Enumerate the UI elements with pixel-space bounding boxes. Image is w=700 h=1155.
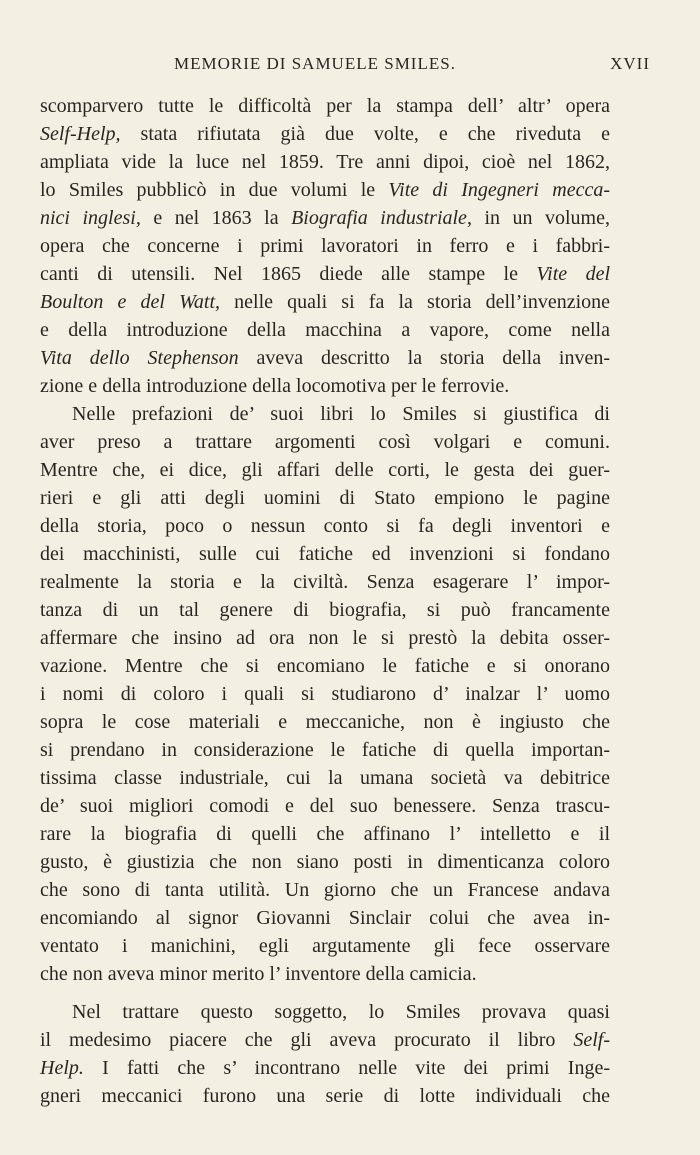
- text-run: rieri e gli atti degli uomini di Stato empiono le pagine: [40, 487, 610, 509]
- text-run: Mentre che, ei dice, gli affari delle corti, le gesta dei guer-: [40, 459, 610, 481]
- text-run: scomparvero tutte le difficoltà per la stampa dell’ altr’ opera: [40, 95, 610, 117]
- text-line: [40, 232, 610, 260]
- text-line: [40, 344, 610, 372]
- text-run: i nomi di coloro i quali si studiarono d’ inalzar l’ uomo: [40, 683, 610, 705]
- text-line: [40, 1082, 610, 1110]
- text-line: [40, 1026, 610, 1054]
- text-run: gneri meccanici furono una serie di lotte individuali che: [40, 1085, 610, 1107]
- text-line: [40, 652, 610, 680]
- text-line: [40, 484, 610, 512]
- text-run: , in un volume,: [466, 207, 610, 229]
- text-run: aver preso a trattare argomenti così volgari e comuni.: [40, 431, 610, 453]
- paragraph: [40, 92, 610, 400]
- text-line: [40, 1054, 610, 1082]
- text-run: il medesimo piacere che gli aveva procurato il libro: [40, 1029, 574, 1051]
- text-line: [40, 708, 610, 736]
- text-run: canti di utensili. Nel 1865 diede alle stampe le: [40, 263, 537, 285]
- text-line: [40, 540, 610, 568]
- text-run: zione e della introduzione della locomotiva per le ferrovie.: [40, 375, 510, 397]
- text-line: [40, 764, 610, 792]
- paragraph: [40, 400, 610, 988]
- text-line: [40, 400, 610, 428]
- text-line: [40, 512, 610, 540]
- text-line: [40, 568, 610, 596]
- text-line: [40, 372, 610, 400]
- italic-title: Self-: [573, 1029, 610, 1051]
- text-run: nelle quali si fa la storia dell’invenzione: [220, 291, 611, 313]
- text-run: che sono di tanta utilità. Un giorno che un Francese andava: [40, 879, 610, 901]
- text-run: affermare che insino ad ora non le si prestò la debita osser-: [40, 627, 610, 649]
- paragraph-gap: [40, 988, 610, 998]
- text-line: [40, 596, 610, 624]
- text-run: stata rifiutata già due volte, e che riveduta e: [120, 123, 610, 145]
- text-run: che non aveva minor merito l’ inventore della camicia.: [40, 963, 477, 985]
- text-run: tanza di un tal genere di biografia, si può francamente: [40, 599, 610, 621]
- text-run: ventato i manichini, egli argutamente gli fece osservare: [40, 935, 610, 957]
- text-line: [40, 92, 610, 120]
- text-line: [40, 960, 610, 988]
- text-line: [40, 120, 610, 148]
- text-run: della storia, poco o nessun conto si fa degli inventori e: [40, 515, 610, 537]
- italic-title: Vita dello Stephenson: [40, 347, 239, 369]
- text-run: lo Smiles pubblicò in due volumi le: [40, 179, 389, 201]
- text-run: si prendano in considerazione le fatiche di quella importan-: [40, 739, 610, 761]
- text-run: opera che concerne i primi lavoratori in ferro e i fabbri-: [40, 235, 610, 257]
- text-run: vazione. Mentre che si encomiano le fatiche e si onorano: [40, 655, 610, 677]
- text-run: encomiando al signor Giovanni Sinclair colui che avea in-: [40, 907, 610, 929]
- running-head: [40, 54, 650, 78]
- text-line: [40, 904, 610, 932]
- text-line: [40, 680, 610, 708]
- body-text: [40, 92, 610, 1110]
- text-line: [40, 204, 610, 232]
- text-line: [40, 876, 610, 904]
- italic-title: Self-Help,: [40, 123, 121, 145]
- italic-title: Boulton e del Watt,: [40, 291, 221, 313]
- text-run: e nel 1863 la: [140, 207, 292, 229]
- paragraph: [40, 998, 610, 1110]
- text-run: sopra le cose materiali e meccaniche, non è ingiusto che: [40, 711, 610, 733]
- text-run: e della introduzione della macchina a vapore, come nella: [40, 319, 610, 341]
- text-line: [40, 848, 610, 876]
- italic-title: Vite di Ingegneri mecca-: [388, 179, 610, 201]
- italic-title: Vite del: [536, 263, 611, 285]
- italic-title: Biografia industriale: [291, 207, 467, 229]
- running-head-title: MEMORIE DI SAMUELE SMILES.: [174, 54, 456, 73]
- page-number: XVII: [610, 54, 650, 73]
- text-line: [40, 820, 610, 848]
- text-run: tissima classe industriale, cui la umana società va debitrice: [40, 767, 610, 789]
- text-line: [40, 792, 610, 820]
- text-line: [40, 998, 610, 1026]
- text-run: aveva descritto la storia della inven-: [238, 347, 611, 369]
- text-run: rare la biografia di quelli che affinano l’ intelletto e il: [40, 823, 610, 845]
- text-line: [40, 428, 610, 456]
- text-line: [40, 176, 610, 204]
- text-run: realmente la storia e la civiltà. Senza esagerare l’ impor-: [40, 571, 610, 593]
- text-run: I fatti che s’ incontrano nelle vite dei primi Inge-: [83, 1057, 610, 1079]
- text-run: Nelle prefazioni de’ suoi libri lo Smiles si giustifica di: [72, 403, 610, 425]
- text-line: [40, 316, 610, 344]
- italic-title: nici inglesi,: [40, 207, 141, 229]
- text-line: [40, 288, 610, 316]
- text-run: de’ suoi migliori comodi e del suo benessere. Senza trascu-: [40, 795, 610, 817]
- text-run: ampliata vide la luce nel 1859. Tre anni dipoi, cioè nel 1862,: [40, 151, 610, 173]
- text-line: [40, 736, 610, 764]
- text-run: gusto, è giustizia che non siano posti in dimenticanza coloro: [40, 851, 610, 873]
- text-line: [40, 148, 610, 176]
- text-line: [40, 624, 610, 652]
- text-line: [40, 456, 610, 484]
- text-run: Nel trattare questo soggetto, lo Smiles provava quasi: [72, 1001, 610, 1023]
- italic-title: Help.: [40, 1057, 84, 1079]
- text-line: [40, 260, 610, 288]
- text-run: dei macchinisti, sulle cui fatiche ed invenzioni si fondano: [40, 543, 610, 565]
- text-line: [40, 932, 610, 960]
